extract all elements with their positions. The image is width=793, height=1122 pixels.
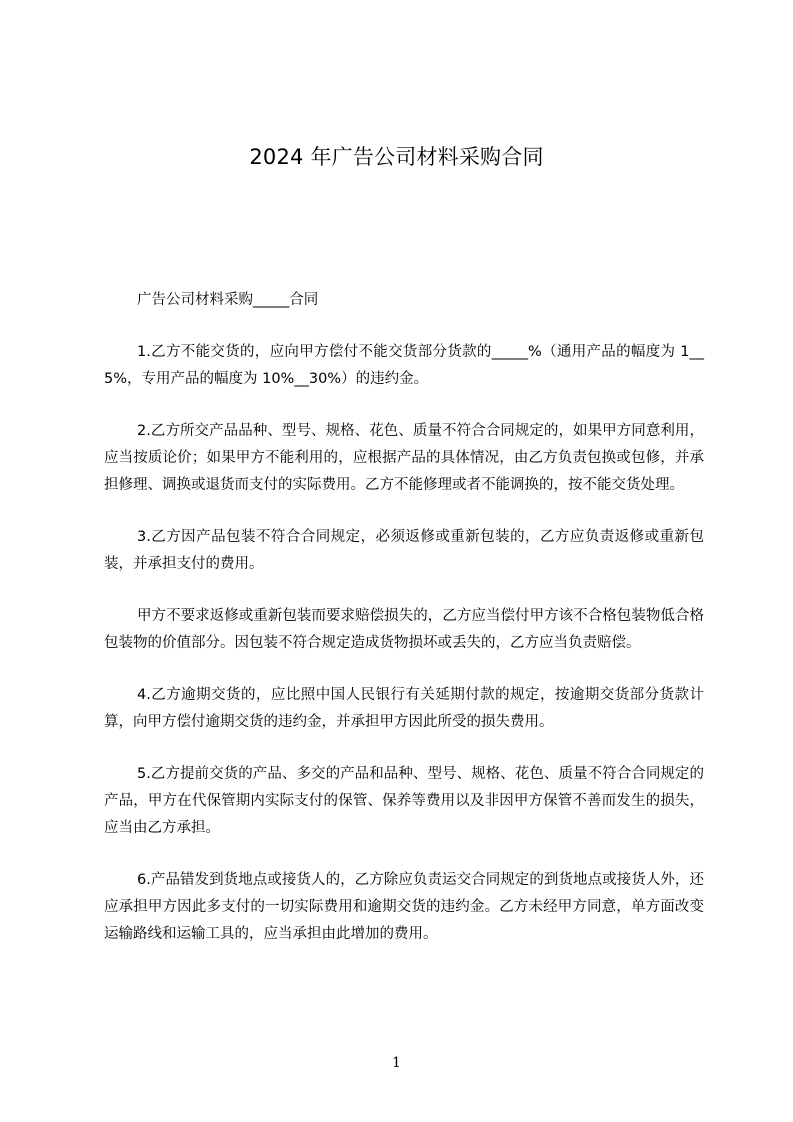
contract-heading: 广告公司材料采购_____合同 — [137, 292, 319, 308]
clause-4: 4.乙方逾期交货的，应比照中国人民银行有关延期付款的规定，按逾期交货部分货款计算，向甲方偿付逾期交货的违约金，并承担甲方因此所受的损失费用。 — [104, 687, 704, 730]
clause-5: 5.乙方提前交货的产品、多交的产品和品种、型号、规格、花色、质量不符合合同规定的产品，甲方在代保管期内实际支付的保管、保养等费用以及非因甲方保管不善而发生的损失，应当由乙方承担。 — [104, 766, 704, 836]
document-title: 2024 年广告公司材料采购合同 — [249, 145, 544, 169]
clause-3: 3.乙方因产品包装不符合合同规定，必须返修或重新包装的，乙方应负责返修或重新包装，并承担支付的费用。 — [104, 529, 704, 572]
document-body — [104, 287, 704, 973]
clause-6: 6.产品错发到货地点或接货人的，乙方除应负责运交合同规定的到货地点或接货人外，还应承担甲方因此多支付的一切实际费用和逾期交货的违约金。乙方未经甲方同意，单方面改变运输路线和运输工具的，应当承担由此增加的费用。 — [104, 872, 704, 942]
clause-2: 2.乙方所交产品品种、型号、规格、花色、质量不符合合同规定的，如果甲方同意利用，应当按质论价；如果甲方不能利用的，应根据产品的具体情况，由乙方负责包换或包修，并承担修理、调换或退货而支付的实际费用。乙方不能修理或者不能调换的，按不能交货处理。 — [104, 423, 704, 493]
clause-1: 1.乙方不能交货的，应向甲方偿付不能交货部分货款的_____%（通用产品的幅度为 1__5%，专用产品的幅度为 10%__30%）的违约金。 — [104, 344, 704, 387]
clause-3-supplement: 甲方不要求返修或重新包装而要求赔偿损失的，乙方应当偿付甲方该不合格包装物低合格包装物的价值部分。因包装不符合规定造成货物损坏或丢失的，乙方应当负责赔偿。 — [104, 608, 704, 651]
page-number: 1 — [392, 1055, 401, 1071]
